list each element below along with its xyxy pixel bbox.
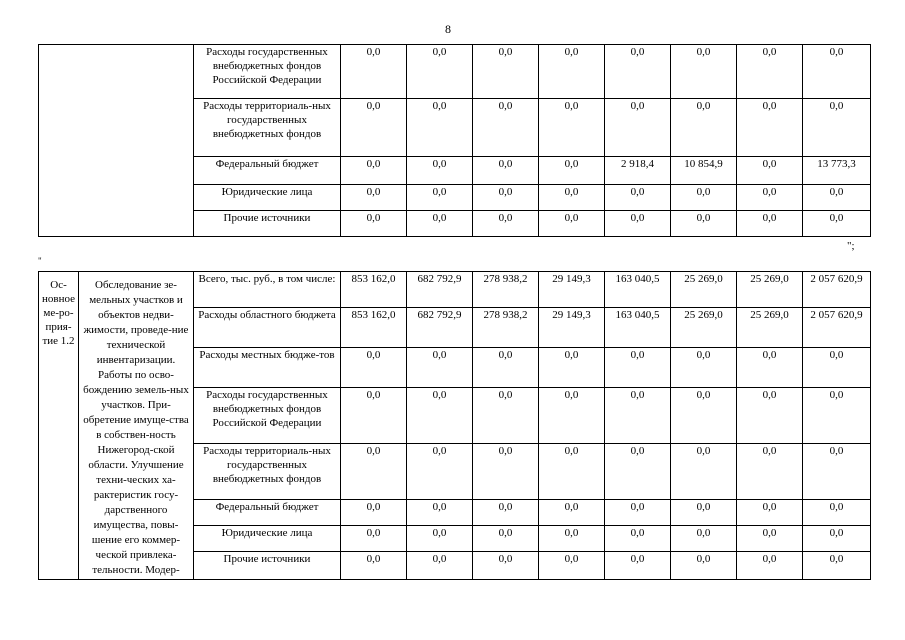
value-cell: 0,0 (737, 211, 803, 237)
value-cell: 0,0 (803, 211, 871, 237)
value-cell: 0,0 (473, 348, 539, 388)
value-cell: 0,0 (737, 348, 803, 388)
value-cell: 0,0 (605, 500, 671, 526)
measure-1-2-funding-table (38, 271, 871, 580)
value-cell: 0,0 (671, 526, 737, 552)
value-cell: 0,0 (407, 348, 473, 388)
measure-name-cell: Ос-новное ме-ро-прия-тие 1.2 (39, 272, 79, 580)
value-cell: 0,0 (473, 444, 539, 500)
value-cell: 0,0 (341, 157, 407, 185)
value-cell: 0,0 (407, 45, 473, 99)
value-cell: 0,0 (407, 388, 473, 444)
value-cell: 0,0 (671, 45, 737, 99)
value-cell: 0,0 (803, 444, 871, 500)
value-cell: 0,0 (341, 348, 407, 388)
value-cell: 0,0 (473, 157, 539, 185)
value-cell: 0,0 (473, 185, 539, 211)
value-cell: 0,0 (341, 526, 407, 552)
funding-source-cell: Юридические лица (194, 185, 341, 211)
value-cell: 163 040,5 (605, 272, 671, 308)
funding-source-cell: Прочие источники (194, 211, 341, 237)
value-cell: 0,0 (341, 500, 407, 526)
value-cell: 0,0 (473, 45, 539, 99)
value-cell: 0,0 (671, 185, 737, 211)
funding-source-cell: Федеральный бюджет (194, 157, 341, 185)
funding-source-cell: Расходы территориаль-ных государственных внебюджетных фондов (194, 99, 341, 157)
value-cell: 25 269,0 (737, 272, 803, 308)
value-cell: 0,0 (539, 348, 605, 388)
value-cell: 163 040,5 (605, 308, 671, 348)
measure-description-cell: Обследование зе-мельных участков и объектов недви-жимости, проведе-ние технической инвентаризации. Работы по осво-бождению земель-ных участков. При-обретение имуще-ства в собствен-ность Нижегород-ской области. Улучшение техни-ческих ха-рактеристик госу-дарственного имущества, повы-шение его коммер-ческой привлека-тельности. Модер- (79, 272, 194, 580)
value-cell: 29 149,3 (539, 272, 605, 308)
value-cell: 278 938,2 (473, 308, 539, 348)
value-cell: 0,0 (539, 45, 605, 99)
value-cell: 0,0 (341, 185, 407, 211)
page-number: 8 (445, 22, 451, 36)
value-cell: 0,0 (803, 552, 871, 580)
value-cell: 0,0 (407, 185, 473, 211)
value-cell: 0,0 (473, 99, 539, 157)
funding-source-cell: Расходы территориаль-ных государственных внебюджетных фондов (194, 444, 341, 500)
value-cell: 0,0 (671, 348, 737, 388)
value-cell: 0,0 (407, 444, 473, 500)
funding-source-cell: Расходы государственных внебюджетных фондов Российской Федерации (194, 388, 341, 444)
value-cell: 0,0 (605, 99, 671, 157)
table-row (39, 272, 871, 308)
value-cell: 682 792,9 (407, 308, 473, 348)
value-cell: 0,0 (473, 211, 539, 237)
value-cell: 0,0 (737, 388, 803, 444)
quote-open-mark: " (38, 256, 42, 266)
value-cell: 10 854,9 (671, 157, 737, 185)
funding-source-cell: Расходы местных бюдже-тов (194, 348, 341, 388)
value-cell: 0,0 (605, 45, 671, 99)
value-cell: 853 162,0 (341, 308, 407, 348)
value-cell: 0,0 (473, 500, 539, 526)
value-cell: 0,0 (737, 500, 803, 526)
value-cell: 0,0 (407, 552, 473, 580)
value-cell: 0,0 (539, 552, 605, 580)
value-cell: 0,0 (803, 185, 871, 211)
value-cell: 0,0 (341, 552, 407, 580)
value-cell: 0,0 (737, 185, 803, 211)
value-cell: 0,0 (473, 526, 539, 552)
value-cell: 0,0 (605, 185, 671, 211)
value-cell: 0,0 (737, 99, 803, 157)
value-cell: 0,0 (605, 348, 671, 388)
table-row (39, 45, 871, 99)
value-cell: 0,0 (473, 388, 539, 444)
funding-source-cell: Расходы государственных внебюджетных фондов Российской Федерации (194, 45, 341, 99)
value-cell: 2 057 620,9 (803, 308, 871, 348)
value-cell: 0,0 (407, 157, 473, 185)
value-cell: 0,0 (407, 211, 473, 237)
value-cell: 0,0 (407, 99, 473, 157)
value-cell: 2 918,4 (605, 157, 671, 185)
value-cell: 0,0 (539, 157, 605, 185)
value-cell: 0,0 (803, 388, 871, 444)
value-cell: 0,0 (539, 500, 605, 526)
value-cell: 25 269,0 (671, 272, 737, 308)
value-cell: 0,0 (803, 526, 871, 552)
value-cell: 2 057 620,9 (803, 272, 871, 308)
funding-source-cell: Федеральный бюджет (194, 500, 341, 526)
value-cell: 0,0 (605, 552, 671, 580)
value-cell: 25 269,0 (671, 308, 737, 348)
value-cell: 0,0 (737, 45, 803, 99)
value-cell: 0,0 (539, 388, 605, 444)
value-cell: 0,0 (407, 500, 473, 526)
value-cell: 0,0 (803, 99, 871, 157)
merged-blank-cell (39, 45, 194, 237)
funding-source-cell: Прочие источники (194, 552, 341, 580)
value-cell: 0,0 (803, 45, 871, 99)
value-cell: 0,0 (341, 444, 407, 500)
value-cell: 0,0 (539, 211, 605, 237)
value-cell: 0,0 (737, 157, 803, 185)
value-cell: 0,0 (671, 444, 737, 500)
top-funding-table (38, 44, 871, 237)
value-cell: 0,0 (605, 444, 671, 500)
funding-source-cell: Юридические лица (194, 526, 341, 552)
value-cell: 0,0 (737, 526, 803, 552)
value-cell: 25 269,0 (737, 308, 803, 348)
value-cell: 0,0 (671, 552, 737, 580)
value-cell: 0,0 (341, 211, 407, 237)
value-cell: 0,0 (407, 526, 473, 552)
value-cell: 0,0 (803, 500, 871, 526)
value-cell: 0,0 (473, 552, 539, 580)
value-cell: 0,0 (341, 45, 407, 99)
value-cell: 0,0 (671, 211, 737, 237)
value-cell: 0,0 (737, 552, 803, 580)
funding-source-cell: Расходы областного бюджета (194, 308, 341, 348)
value-cell: 0,0 (803, 348, 871, 388)
value-cell: 0,0 (671, 388, 737, 444)
value-cell: 682 792,9 (407, 272, 473, 308)
value-cell: 0,0 (539, 99, 605, 157)
value-cell: 0,0 (605, 211, 671, 237)
value-cell: 29 149,3 (539, 308, 605, 348)
value-cell: 0,0 (605, 526, 671, 552)
value-cell: 0,0 (671, 99, 737, 157)
value-cell: 0,0 (671, 500, 737, 526)
value-cell: 278 938,2 (473, 272, 539, 308)
value-cell: 0,0 (539, 185, 605, 211)
value-cell: 0,0 (539, 526, 605, 552)
value-cell: 0,0 (539, 444, 605, 500)
value-cell: 0,0 (341, 99, 407, 157)
value-cell: 0,0 (605, 388, 671, 444)
value-cell: 853 162,0 (341, 272, 407, 308)
value-cell: 0,0 (341, 388, 407, 444)
quote-close-mark: "; (847, 240, 855, 252)
value-cell: 0,0 (737, 444, 803, 500)
funding-source-cell: Всего, тыс. руб., в том числе: (194, 272, 341, 308)
value-cell: 13 773,3 (803, 157, 871, 185)
